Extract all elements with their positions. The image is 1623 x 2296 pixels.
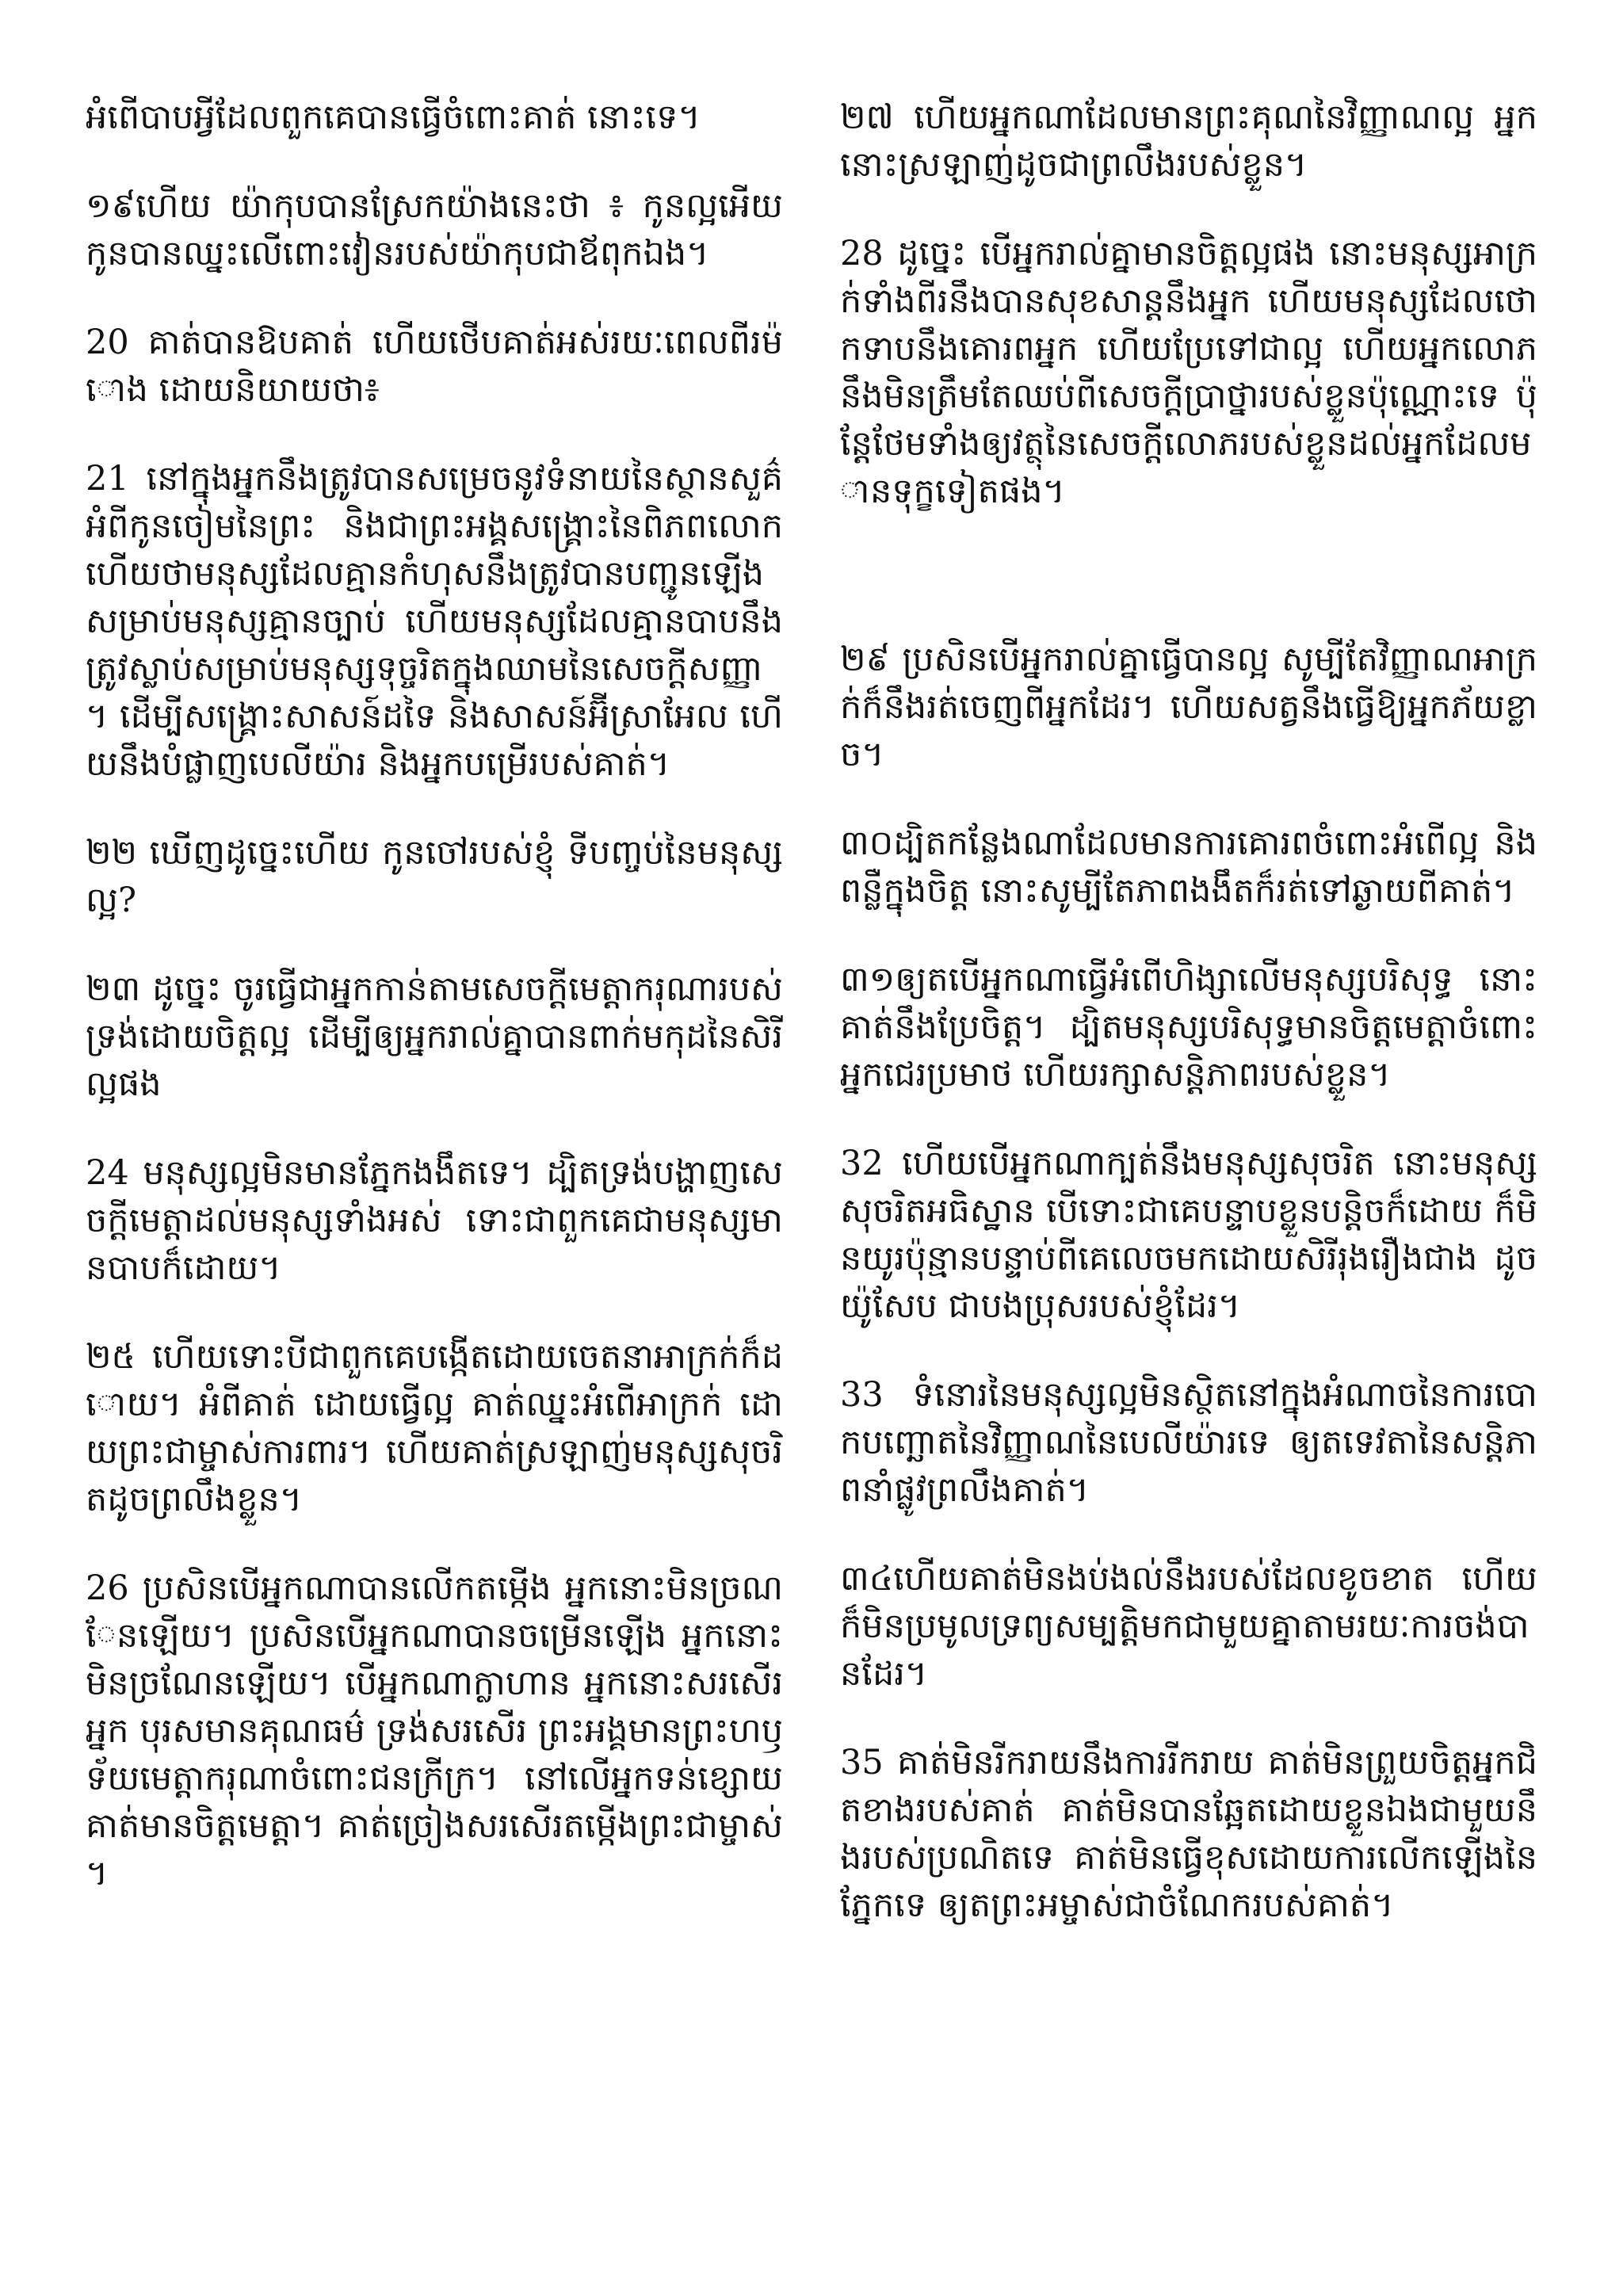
paragraph: 20 គាត់បានឱបគាត់ ហើយថើបគាត់អស់រយៈពេលពីរម៉ោង ដោយនិយាយថា៖ bbox=[86, 323, 783, 410]
paragraph: 35 គាត់មិនរីករាយនឹងការរីករាយ គាត់មិនព្រួយចិត្តអ្នកជិតខាងរបស់គាត់ គាត់មិនបានឆ្អែតដោយខ្លួនឯងជាមួយនឹងរបស់ប្រណិតទេ គាត់មិនធ្វើខុសដោយការលើកឡើងនៃភ្នែកទេ ឲ្យតព្រះអម្ចាស់ជាចំណែករបស់គាត់។ bbox=[840, 1743, 1537, 1925]
paragraph: ២៩ ប្រសិនបើអ្នករាល់គ្នាធ្វើបានល្អ សូម្បីតែវិញ្ញាណអាក្រក់ក៏នឹងរត់ចេញពីអ្នកដែរ។ ហើយសត្វនឹងធ្វើឱ្យអ្នកភ័យខ្លាច។ bbox=[840, 640, 1537, 774]
left-column bbox=[86, 94, 783, 2248]
paragraph: 32 ហើយបើអ្នកណាក្បត់នឹងមនុស្សសុចរិត នោះមនុស្សសុចរិតអធិស្ឋាន បើទោះជាគេបន្ទាបខ្លួនបន្តិចក៏ដោយ ក៏មិនយូរប៉ុន្មានបន្ទាប់ពីគេលេចមកដោយសិរីរុងរឿងជាង ដូចយ៉ូសែប ជាបងប្រុសរបស់ខ្ញុំដែរ។ bbox=[840, 1144, 1537, 1326]
paragraph: ២៣ ដូច្នេះ ចូរធ្វើជាអ្នកកាន់តាមសេចក្តីមេត្តាករុណារបស់ទ្រង់ដោយចិត្តល្អ ដើម្បីឲ្យអ្នករាល់គ្នាបានពាក់មកុដនៃសិរីល្អផង bbox=[86, 969, 783, 1104]
paragraph: 26 ប្រសិនបើអ្នកណាបានលើកតម្កើង អ្នកនោះមិនច្រណែនឡើយ។ ប្រសិនបើអ្នកណាបានចម្រើនឡើង អ្នកនោះមិនច្រណែនឡើយ។ បើអ្នកណាក្លាហាន អ្នកនោះសរសើរអ្នក បុរសមានគុណធម៌ ទ្រង់សរសើរ ព្រះអង្គមានព្រះហឫទ័យមេត្តាករុណាចំពោះជនក្រីក្រ។ នៅលើអ្នកទន់ខ្សោយ គាត់មានចិត្តមេត្តា។ គាត់ច្រៀងសរសើរតម្កើងព្រះជាម្ចាស់។ bbox=[86, 1568, 783, 1893]
paragraph: 28 ដូច្នេះ បើអ្នករាល់គ្នាមានចិត្តល្អផង នោះមនុស្សអាក្រក់ទាំងពីរនឹងបានសុខសាន្តនឹងអ្នក ហើយមនុស្សដែលថោកទាបនឹងគោរពអ្នក ហើយប្រែទៅជាល្អ ហើយអ្នកលោភនឹងមិនត្រឹមតែឈប់ពីសេចក្តីប្រាថ្នារបស់ខ្លួនប៉ុណ្ណោះទេ ប៉ុន្តែថែមទាំងឲ្យវត្ថុនៃសេចក្តីលោភរបស់ខ្លួនដល់អ្នកដែលមានទុក្ខទៀតផង។ bbox=[840, 234, 1537, 511]
paragraph: ២៧ ហើយអ្នកណាដែលមានព្រះគុណនៃវិញ្ញាណល្អ អ្នកនោះស្រឡាញ់ដូចជាព្រលឹងរបស់ខ្លួន។ bbox=[840, 97, 1537, 185]
right-column bbox=[840, 94, 1537, 2248]
paragraph: ១៩ហើយ យ៉ាកុបបានស្រែកយ៉ាងនេះថា ៖ កូនល្អអើយ កូនបានឈ្នះលើពោះវៀនរបស់យ៉ាកុបជាឪពុកឯង។ bbox=[86, 186, 783, 273]
paragraph: ៣០ដ្បិតកន្លែងណាដែលមានការគោរពចំពោះអំពើល្អ និងពន្លឺក្នុងចិត្ត នោះសូម្បីតែភាពងងឹតក៏រត់ទៅឆ្ងាយពីគាត់។ bbox=[840, 823, 1537, 911]
paragraph: 33 ទំនោរនៃមនុស្សល្អមិនស្ថិតនៅក្នុងអំណាចនៃការបោកបញ្ឆោតនៃវិញ្ញាណនៃបេលីយ៉ារទេ ឲ្យតទេវតានៃសន្តិភាពនាំផ្លូវព្រលឹងគាត់។ bbox=[840, 1375, 1537, 1510]
paragraph: ២២ ឃើញដូច្នេះហើយ កូនចៅរបស់ខ្ញុំ ទីបញ្ចប់នៃមនុស្សល្អ? bbox=[86, 833, 783, 920]
paragraph: ៣៤ហើយគាត់មិនងប់ងល់នឹងរបស់ដែលខូចខាត ហើយក៏មិនប្រមូលទ្រព្យសម្បត្តិមកជាមួយគ្នាតាមរយៈការចង់បានដែរ។ bbox=[840, 1559, 1537, 1694]
paragraph: 24 មនុស្សល្អមិនមានភ្នែកងងឹតទេ។ ដ្បិតទ្រង់បង្ហាញសេចក្តីមេត្តាដល់មនុស្សទាំងអស់ ទោះជាពួកគេជាមនុស្សមានបាបក៏ដោយ។ bbox=[86, 1153, 783, 1288]
paragraph: ៣១ឲ្យតបើអ្នកណាធ្វើអំពើហិង្សាលើមនុស្សបរិសុទ្ធ នោះគាត់នឹងប្រែចិត្ត។ ដ្បិតមនុស្សបរិសុទ្ធមានចិត្តមេត្តាចំពោះអ្នកជេរប្រមាថ ហើយរក្សាសន្តិភាពរបស់ខ្លួន។ bbox=[840, 960, 1537, 1095]
paragraph: ២៥ ហើយទោះបីជាពួកគេបង្កើតដោយចេតនាអាក្រក់ក៏ដោយ។ អំពីគាត់ ដោយធ្វើល្អ គាត់ឈ្នះអំពើអាក្រក់ ដោយព្រះជាម្ចាស់ការពារ។ ហើយគាត់ស្រឡាញ់មនុស្សសុចរិតដូចព្រលឹងខ្លួន។ bbox=[86, 1337, 783, 1519]
paragraph: 21 នៅក្នុងអ្នកនឹងត្រូវបានសម្រេចនូវទំនាយនៃស្ថានសួគ៌អំពីកូនចៀមនៃព្រះ និងជាព្រះអង្គសង្គ្រោះនៃពិភពលោក ហើយថាមនុស្សដែលគ្មានកំហុសនឹងត្រូវបានបញ្ជូនឡើងសម្រាប់មនុស្សគ្មានច្បាប់ ហើយមនុស្សដែលគ្មានបាបនឹងត្រូវស្លាប់សម្រាប់មនុស្សទុច្ចរិតក្នុងឈាមនៃសេចក្តីសញ្ញា។ ដើម្បីសង្គ្រោះសាសន៍ដទៃ និងសាសន៍អ៊ីស្រាអែល ហើយនឹងបំផ្លាញបេលីយ៉ារ និងអ្នកបម្រើរបស់គាត់។ bbox=[86, 459, 783, 784]
paragraph: អំពើបាបអ្វីដែលពួកគេបានធ្វើចំពោះគាត់ នោះទេ។ bbox=[86, 97, 701, 137]
